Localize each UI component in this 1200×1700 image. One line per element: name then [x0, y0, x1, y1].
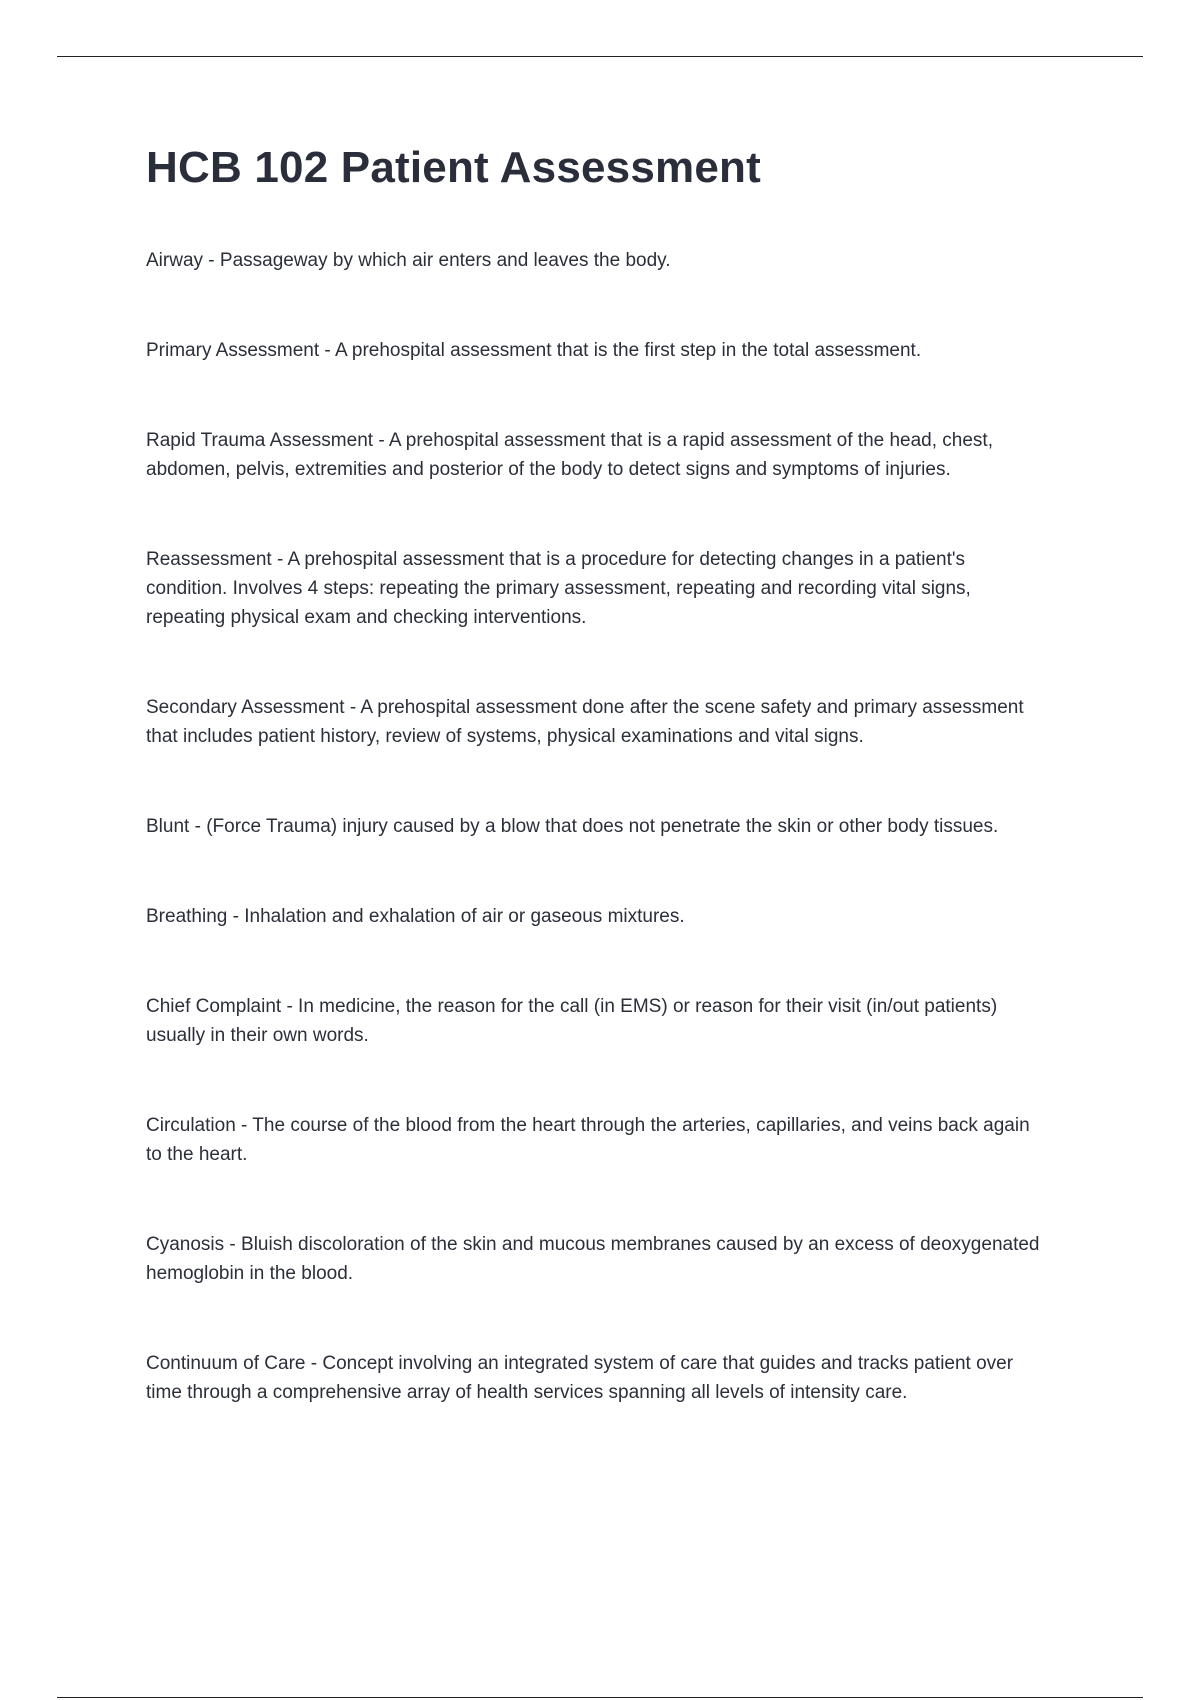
bottom-divider [57, 1697, 1143, 1698]
top-divider [57, 56, 1143, 57]
definition-entry-circulation: Circulation - The course of the blood from the heart through the arteries, capillaries, and veins back again to the heart. [146, 1115, 1030, 1165]
definition-entry-rapid-trauma-assessment: Rapid Trauma Assessment - A prehospital assessment that is a rapid assessment of the head, chest, abdomen, pelvis, extremities and posterior of the body to detect signs and symptoms of injuries. [146, 430, 993, 480]
page-title: HCB 102 Patient Assessment [146, 143, 761, 192]
definition-entry-breathing: Breathing - Inhalation and exhalation of air or gaseous mixtures. [146, 906, 685, 927]
definition-entry-continuum-of-care: Continuum of Care - Concept involving an integrated system of care that guides and tracks patient over time through a comprehensive array of health services spanning all levels of intensity care. [146, 1353, 1014, 1403]
definition-entry-secondary-assessment: Secondary Assessment - A prehospital assessment done after the scene safety and primary assessment that includes patient history, review of systems, physical examinations and vital signs. [146, 697, 1024, 747]
definition-entry-primary-assessment: Primary Assessment - A prehospital assessment that is the first step in the total assessment. [146, 340, 922, 361]
definition-entry-blunt: Blunt - (Force Trauma) injury caused by a blow that does not penetrate the skin or other body tissues. [146, 816, 999, 837]
definition-entry-cyanosis: Cyanosis - Bluish discoloration of the skin and mucous membranes caused by an excess of deoxygenated hemoglobin in the blood. [146, 1234, 1040, 1284]
definition-entry-reassessment: Reassessment - A prehospital assessment that is a procedure for detecting changes in a patient's condition. Involves 4 steps: repeating the primary assessment, repeating and recording vital signs, repeating physical exam and checking interventions. [146, 549, 971, 628]
definition-list [146, 246, 1046, 1468]
definition-entry-chief-complaint: Chief Complaint - In medicine, the reason for the call (in EMS) or reason for their visit (in/out patients) usually in their own words. [146, 996, 998, 1046]
definition-entry-airway: Airway - Passageway by which air enters and leaves the body. [146, 250, 671, 271]
